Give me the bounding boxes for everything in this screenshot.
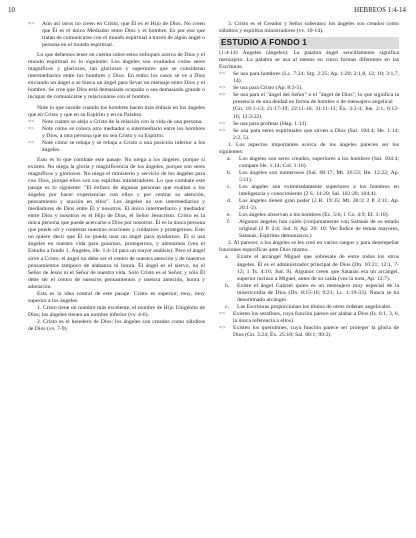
arrow-marker: => <box>219 127 226 134</box>
item-text: Los ángeles son numerosos (Sal. 68:17; Mt. 26:53; He. 12:22; Ap. 5:11). <box>239 169 399 183</box>
numbered-point: 2. Cristo es el heredero de Dios; los ángeles son creados como súbditos de Dios (vv. 7-9). <box>28 318 205 332</box>
item-text: Los ángeles son seres creados, superiores a los hombres (Sal. 104:4; compare He. 1:14; Col. 1:16). <box>239 155 399 169</box>
item-letter: b. <box>227 169 232 176</box>
bullet-text: Note cuánto se aleja a Cristo de la relación con la vida de una persona. <box>42 118 203 125</box>
study-box-title: ESTUDIO A FONDO 1 <box>219 37 399 49</box>
lettered-item <box>219 184 399 198</box>
item-text: Algunos ángeles han caído (conjuntamente con Satanás de su estado original (2 P. 2:4; Jud. 6; Ap. 20: 10: Ver Índice de temas mayores, Satanás; Espíritus demoniacos.) <box>239 219 399 240</box>
bullet-item <box>28 119 205 126</box>
arrow-marker: => <box>28 139 35 146</box>
usage-text: Se usa para hombres (Lc. 7:24; Stg. 2:25; Ap. 1:20; 2:1,8, 12, 18; 3:1,7, 14). <box>233 71 399 85</box>
bullet-text: Note cómo se rebaja y se rebaja a Cristo a una posición inferior a los ángeles. <box>42 139 205 153</box>
item-letter: d. <box>227 198 232 205</box>
numbered-point: 3. Cristo es el Creador y Señor soberano; los ángeles son creados como súbditos y espíritus ministradores (vv. 10-14). <box>219 21 399 35</box>
order-item <box>219 311 399 325</box>
item-letter: f. <box>227 219 231 226</box>
order-text: Existen los querubines, cuya función parece ser proteger la gloria de Dios (Gn. 3:24; Éx. 25:18; Sal. 80:1; 99:2). <box>233 324 399 338</box>
usage-item <box>219 121 399 128</box>
usage-text: Se usa para el "ángel del Señor" o el "ángel de Dios", lo que significa la presencia de una deidad en forma de hombre o de mensajero angelical <box>233 92 399 106</box>
item-text: Los ángeles son extremadamente superiores a los hombres en inteligencia y conocimiento (2 S. 14:20; Sal. 103:20; 104:4). <box>239 183 399 198</box>
lettered-item <box>219 283 399 304</box>
study-intro: (1:4-14) Ángeles (ángeles): La palabra ángel sencillamente significa mensajero. La palabra se usa al menos en cinco formas diferentes en las Escrituras. <box>219 50 399 71</box>
left-column <box>28 21 205 333</box>
bullet-item <box>28 21 205 49</box>
page-number: 10 <box>8 6 15 14</box>
bullet-item <box>28 126 205 140</box>
arrow-marker: => <box>219 310 226 317</box>
usage-references: (Gn. 16:1-13; 21:17-19; 22:11-16; 31:11-13; Éx. 3:2-4; Jue. 2:1; 6:12-16; 13:3-22). <box>233 106 399 120</box>
order-text: Existen los serafines, cuya función parece ser alabar a Dios (Is. 6:1, 3, 6, la única referencia a ellos). <box>233 310 399 324</box>
paragraph: Lo que debemos tener en cuenta sobre estos enfoques acerca de Dios y el mundo espiritual es lo siguiente: Los ángeles son exaltados como seres magníficos y gloriosos, tan gloriosos y superiores que se consideran intermediarios entre los hombres y Dios. En todos los casos se ve a Dios enviando un ángel o se busca un ángel para llevar un mensaje entre Dios y el hombre. Se cree que Dios está demasiado ocupado o sea demasiado grande o incapaz de comunicarse y relacionarse con el hombre. <box>28 52 205 101</box>
usage-text: Se usa para seres espirituales que sirven a Dios (Sal. 104:4; He. 1:14; 2:2, 5). <box>233 127 399 141</box>
numbered-point: 1. Cristo tiene un nombre más excelente, el nombre de Hijo Unigénito de Dios; los ángeles tienen un nombre inferior (vv. 4-6). <box>28 304 205 318</box>
numbered-point: 1. Los aspectos importantes acerca de los ángeles parecen ser los siguientes: <box>219 141 399 155</box>
lettered-item <box>219 219 399 240</box>
usage-item <box>219 128 399 142</box>
usage-text: Se usa para Cristo (Ap. 8:3-5). <box>233 85 303 92</box>
arrow-marker: => <box>219 324 226 331</box>
arrow-marker: => <box>28 21 35 27</box>
arrow-marker: => <box>219 71 226 78</box>
arrow-marker: => <box>28 118 35 125</box>
numbered-point: 2. Al parecer, a los ángeles se les creó en varios rangos y para desempeñar funciones específicas ante Dios mismo. <box>219 240 399 254</box>
item-text: Las Escrituras proporcionan los títulos de otros órdenes angelicales. <box>237 303 392 310</box>
bullet-text: Note cómo se coloca otro mediador o intermediario entre los hombres y Dios, a otra persona que no sea Cristo y su Espíritu. <box>42 125 205 139</box>
item-letter: a. <box>227 155 231 162</box>
lettered-item <box>219 170 399 184</box>
lettered-item <box>219 198 399 212</box>
arrow-marker: => <box>28 125 35 132</box>
item-letter: b. <box>225 282 230 289</box>
item-letter: c. <box>225 303 229 310</box>
arrow-marker: => <box>219 85 226 92</box>
item-letter: e. <box>227 212 231 219</box>
item-text: Los ángeles observan a los hombres (Ec. 5:6; 1 Co. 4:9; Ef. 3:10). <box>239 212 390 219</box>
bullet-item <box>28 140 205 154</box>
order-item <box>219 325 399 339</box>
arrow-marker: => <box>219 92 226 99</box>
lettered-item <box>219 254 399 282</box>
usage-item <box>219 71 399 85</box>
lettered-item <box>219 304 399 311</box>
lettered-item <box>219 156 399 170</box>
item-text: Existe el arcángel Miguel que sobresale de entre todos los otros ángeles. Él es el administrador principal de Dios (Dn. 10:21; 12:1, 7-12; 1 Ts. 4:16; Jud. 9). Algunos creen que Satanás era un arcángel, superior incluso a Miguel, antes de su caída (vea la nota, Ap. 12:7). <box>237 254 399 282</box>
paragraph: Note lo que sucede cuando los hombres hacen más énfasis en los ángeles que en Cristo y que en su Espíritu y en su Palabra <box>28 104 205 118</box>
item-text: Existe el ángel Gabriel quien es un mensajero muy especial de la misericordia de Dios (Dn. 8:15-16; 9:21; Lc. 1:19-33). Nunca se ha denominado arcángel. <box>237 282 399 303</box>
usage-text: Se usa para profetas (Hag. 1:13). <box>233 120 308 127</box>
bullet-text: Aún así otros no creen en Cristo, que Él es el Hijo de Dios. No creen que Él es el único Mediador entre Dios y el hombre. Es por eso que tratan de comunicarse con el mundo espiritual a través de algún ángel o persona en el mundo espiritual. <box>42 21 205 49</box>
item-letter: c. <box>227 183 231 190</box>
arrow-marker: => <box>219 120 226 127</box>
paragraph: Esto es lo que combate este pasaje. No niega a los ángeles, porque sí existen. No niega la gloria y magnificencia de los ángeles, porque son seres magníficos y gloriosos. No niega el ministerio y servicio de los ángeles para con Dios, porque ellos son sus espíritus ministradores. Lo que combate este pasaje es lo siguiente: "El énfasis de algunas personas que exaltan a los ángeles por hacer experiencias con ellos y por centrar su atención, pensamiento y oración en ellos". Los ángeles no son intermediarios y mediadores de Dios entre Él y nosotros. El único intermediario y mediador entre Dios y nosotros es el Hijo de Dios, el Señor Jesucristo. Cristo es la única persona que puede acercarse a Dios por nosotros. Él es la única persona que puede oír y contestar nuestras oraciones y cuidarnos y protegernos. Esto no quiere decir que Él no pueda usar un ángel para ayudarnos. Él sí usa ángeles en nuestra vida para guiarnos, protegernos, y alentarnos (vea el Estudio a fondo 1, Ángeles, He. 1:4-14 para un mayor análisis). Pero el ángel sirve a Cristo; el ángel no debe ser el centro de nuestra atención y de nuestros pensamientos tampoco de alabanza ni honra. Él ángel es el siervo, no el Señor de Jesús ni el Señor de nuestra vida. Sólo Cristo es el Señor, y sólo Él debe ser el centro de nuestros pensamientos y nuestra atención, honra y adoración. <box>28 156 205 290</box>
running-header-reference: HEBREOS 1:4-14 <box>354 6 406 14</box>
page-header <box>8 6 406 16</box>
usage-item <box>219 92 399 106</box>
item-letter: a. <box>225 254 229 261</box>
paragraph: Esta es la idea central de este pasaje: Cristo es superior, muy, muy superior a los ángeles. <box>28 290 205 304</box>
right-column <box>219 21 399 339</box>
item-text: Los ángeles tienen gran poder (2 R. 19:35; Mt. 28:3; 2 P. 2:11; Ap. 20:1-2). <box>239 198 399 212</box>
